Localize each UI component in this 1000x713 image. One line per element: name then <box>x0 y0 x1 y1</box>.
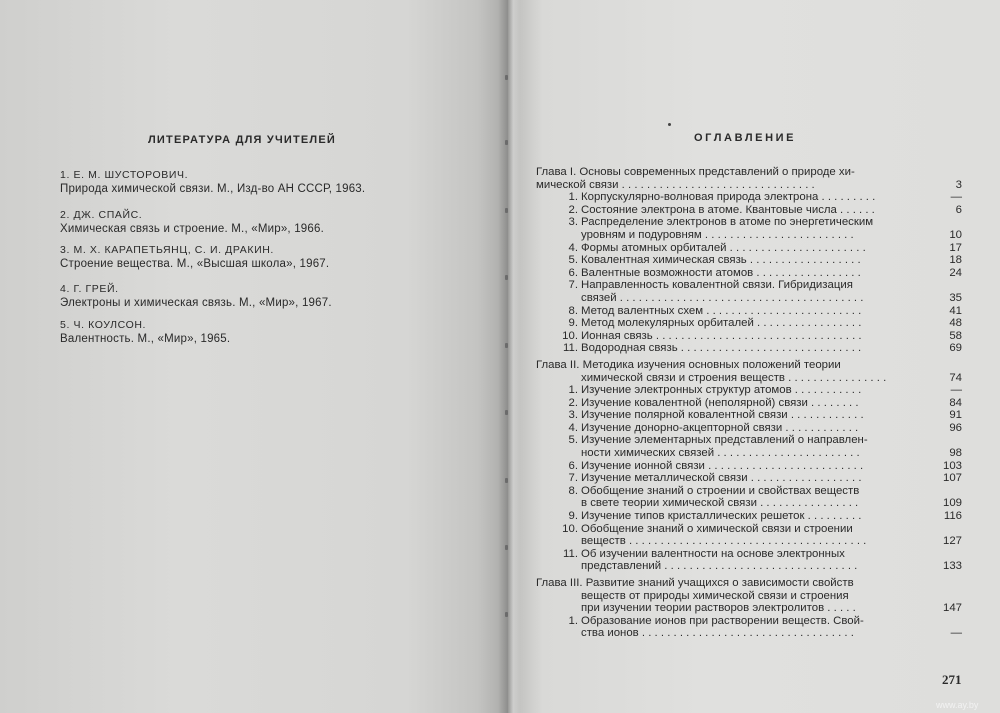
toc-title: ОГЛАВЛЕНИЕ <box>694 132 797 144</box>
toc-entry-number: 10. <box>562 329 578 342</box>
toc-entry-row <box>536 317 962 330</box>
toc-chapter-title: при изучении теории растворов электролитов . . . . . <box>581 602 856 615</box>
toc-chapter-row <box>536 179 962 192</box>
toc-entry-title: в свете теории химической связи . . . . . . . . . . . . . . . . <box>581 497 859 510</box>
toc-entry-row <box>536 497 962 510</box>
toc-page-number: 109 <box>942 497 962 510</box>
toc-page-number: 127 <box>942 535 962 548</box>
toc-entry-row <box>536 242 962 255</box>
toc-entry-title: Об изучении валентности на основе электронных <box>581 547 845 560</box>
toc-entry-number: 2. <box>568 203 578 216</box>
toc-entry-title: Формы атомных орбиталей . . . . . . . . . . . . . . . . . . . . . . <box>581 241 866 254</box>
toc-entry-row <box>536 279 962 292</box>
toc-chapter-row <box>536 359 962 372</box>
toc-entry-title: Изучение типов кристаллических решеток . . . . . . . . . <box>581 510 862 523</box>
toc-entry-number: 9. <box>568 317 578 330</box>
toc-page-number: — <box>950 191 962 204</box>
reference-title: Химическая связь и строение. М., «Мир», 1966. <box>60 223 324 235</box>
binding-stitch <box>505 612 508 617</box>
toc-page-number: 107 <box>942 472 962 485</box>
toc-page-number: 147 <box>942 602 962 615</box>
toc-entry-title: Обобщение знаний о химической связи и строении <box>581 522 853 535</box>
toc-entry-row <box>536 397 962 410</box>
toc-entry-row <box>536 422 962 435</box>
toc-entry-row <box>536 409 962 422</box>
toc-entry-number: 3. <box>568 216 578 229</box>
toc-entry-title: Ионная связь . . . . . . . . . . . . . . . . . . . . . . . . . . . . . . . . . <box>581 329 862 342</box>
reference-title: Валентность. М., «Мир», 1965. <box>60 333 231 345</box>
toc-chapter-row <box>536 602 962 615</box>
page-number: 271 <box>942 672 962 687</box>
toc-entry-title: Метод валентных схем . . . . . . . . . . . . . . . . . . . . . . . . . <box>581 304 862 317</box>
toc-entry-title: Изучение ионной связи . . . . . . . . . . . . . . . . . . . . . . . . . <box>581 459 864 472</box>
toc-entry-title: Образование ионов при растворении веществ. Свой- <box>581 614 864 627</box>
binding-stitch <box>505 410 508 415</box>
toc-entry-number: 2. <box>568 396 578 409</box>
toc-page-number: 69 <box>949 342 962 355</box>
toc-page-number: 35 <box>949 291 962 304</box>
watermark: www.ay.by <box>936 700 979 710</box>
toc-entry-row <box>536 204 962 217</box>
toc-entry-number: 1. <box>568 614 578 627</box>
toc-entry-row <box>536 229 962 242</box>
toc-chapter-title: Глава II. Методика изучения основных положений теории <box>536 358 841 371</box>
toc-entry-number: 9. <box>568 510 578 523</box>
toc-page-number: 10 <box>949 228 962 241</box>
toc-page-number: 84 <box>949 396 962 409</box>
toc-entry-title: связей . . . . . . . . . . . . . . . . . . . . . . . . . . . . . . . . . . . . . . . <box>581 291 864 304</box>
binding-stitch <box>505 140 508 145</box>
toc-chapter-row <box>536 372 962 385</box>
binding-stitch <box>505 275 508 280</box>
toc-page-number: — <box>950 384 962 397</box>
toc-entry-number: 6. <box>568 459 578 472</box>
toc-entry-title: Состояние электрона в атоме. Квантовые числа . . . . . . <box>581 203 875 216</box>
print-speck <box>668 123 671 126</box>
toc-entry-number: 8. <box>568 304 578 317</box>
toc-entry-title: Метод молекулярных орбиталей . . . . . . . . . . . . . . . . . <box>581 317 862 330</box>
toc-page-number: 116 <box>943 510 962 523</box>
toc-page-number: 74 <box>949 371 962 384</box>
toc-entry-number: 3. <box>568 409 578 422</box>
toc-page-number: 103 <box>942 459 962 472</box>
toc-chapter-row <box>536 590 962 603</box>
reference-author: 5. Ч. КОУЛСОН. <box>60 319 147 331</box>
toc-chapter-row <box>536 166 962 179</box>
toc-entry-row <box>536 460 962 473</box>
toc-page-number: 133 <box>942 560 962 573</box>
table-of-contents <box>536 166 962 640</box>
toc-entry-row <box>536 292 962 305</box>
toc-page-number: 41 <box>949 304 962 317</box>
toc-entry-row <box>536 523 962 536</box>
toc-page-number: 98 <box>949 447 962 460</box>
reference-title: Электроны и химическая связь. М., «Мир», 1967. <box>60 297 332 309</box>
toc-entry-row <box>536 216 962 229</box>
reference-3 <box>60 243 329 271</box>
toc-entry-row <box>536 191 962 204</box>
toc-entry-title: Изучение ковалентной (неполярной) связи . . . . . . . . <box>581 396 859 409</box>
toc-entry-number: 5. <box>568 434 578 447</box>
toc-entry-title: Изучение полярной ковалентной связи . . . . . . . . . . . . <box>581 409 864 422</box>
toc-entry-title: Водородная связь . . . . . . . . . . . . . . . . . . . . . . . . . . . . . <box>581 342 862 355</box>
toc-entry-row <box>536 305 962 318</box>
toc-entry-row <box>536 615 962 628</box>
toc-entry-title: Ковалентная химическая связь . . . . . . . . . . . . . . . . . . <box>581 254 861 267</box>
toc-entry-number: 7. <box>568 279 578 292</box>
book-spine <box>498 0 520 713</box>
toc-entry-number: 8. <box>568 484 578 497</box>
toc-chapter-row <box>536 577 962 590</box>
toc-entry-row <box>536 267 962 280</box>
toc-chapter-title: Глава I. Основы современных представлений о природе хи- <box>536 166 855 178</box>
toc-entry-title: ности химических связей . . . . . . . . . . . . . . . . . . . . . . . <box>581 447 860 460</box>
toc-page-number: 58 <box>949 329 962 342</box>
toc-entry-title: Изучение электронных структур атомов . . . . . . . . . . . <box>581 384 862 397</box>
toc-page-number: 48 <box>949 317 962 330</box>
binding-stitch <box>505 208 508 213</box>
toc-entry-title: Изучение донорно-акцепторной связи . . . . . . . . . . . . <box>581 421 859 434</box>
toc-entry-title: веществ . . . . . . . . . . . . . . . . . . . . . . . . . . . . . . . . . . . . . . <box>581 535 867 548</box>
toc-entry-number: 1. <box>568 191 578 204</box>
toc-entry-row <box>536 560 962 573</box>
reference-2 <box>60 208 324 236</box>
toc-page-number: 6 <box>955 203 962 216</box>
references-heading: ЛИТЕРАТУРА ДЛЯ УЧИТЕЛЕЙ <box>148 134 336 146</box>
toc-entry-title: Обобщение знаний о строении и свойствах веществ <box>581 484 860 497</box>
toc-entry-number: 6. <box>568 266 578 279</box>
toc-entry-number: 10. <box>562 522 578 535</box>
reference-4 <box>60 282 332 310</box>
toc-entry-title: ства ионов . . . . . . . . . . . . . . . . . . . . . . . . . . . . . . . . . . <box>581 627 854 640</box>
toc-page-number: 24 <box>949 266 962 279</box>
toc-entry-row <box>536 535 962 548</box>
reference-author: 2. ДЖ. СПАЙС. <box>60 209 143 221</box>
toc-entry-row <box>536 627 962 640</box>
toc-entry-row <box>536 330 962 343</box>
toc-entry-row <box>536 485 962 498</box>
toc-entry-row <box>536 434 962 447</box>
reference-author: 1. Е. М. ШУСТОРОВИЧ. <box>60 169 189 181</box>
toc-page-number: 18 <box>949 254 962 267</box>
toc-entry-title: Изучение металлической связи . . . . . . . . . . . . . . . . . . <box>581 472 862 485</box>
toc-entry-title: Корпускулярно-волновая природа электрона . . . . . . . . . <box>581 191 876 204</box>
toc-entry-row <box>536 548 962 561</box>
toc-entry-number: 4. <box>568 241 578 254</box>
toc-entry-title: Изучение элементарных представлений о направлен- <box>581 434 868 447</box>
reference-author: 4. Г. ГРЕЙ. <box>60 283 119 295</box>
toc-entry-number: 5. <box>568 254 578 267</box>
toc-entry-title: Валентные возможности атомов . . . . . . . . . . . . . . . . . <box>581 266 861 279</box>
reference-title: Строение вещества. М., «Высшая школа», 1967. <box>60 258 330 270</box>
reference-1 <box>60 168 365 196</box>
toc-chapter-title: мической связи . . . . . . . . . . . . . . . . . . . . . . . . . . . . . . . <box>536 178 815 191</box>
toc-entry-row <box>536 447 962 460</box>
toc-entry-row <box>536 254 962 267</box>
toc-entry-row <box>536 472 962 485</box>
toc-entry-number: 1. <box>568 384 578 397</box>
toc-page-number: — <box>950 627 962 640</box>
reference-author: 3. М. Х. КАРАПЕТЬЯНЦ, С. И. ДРАКИН. <box>60 244 274 256</box>
toc-entry-number: 11. <box>563 342 578 355</box>
toc-entry-title: представлений . . . . . . . . . . . . . . . . . . . . . . . . . . . . . . . <box>581 560 858 573</box>
binding-stitch <box>505 478 508 483</box>
toc-entry-row <box>536 510 962 523</box>
toc-page-number: 17 <box>949 241 962 254</box>
toc-entry-number: 4. <box>568 421 578 434</box>
toc-entry-number: 7. <box>568 472 578 485</box>
toc-page-number: 3 <box>955 178 962 191</box>
binding-stitch <box>505 343 508 348</box>
toc-entry-row <box>536 342 962 355</box>
toc-chapter-title: химической связи и строения веществ . . . . . . . . . . . . . . . . <box>581 371 887 384</box>
reference-title: Природа химической связи. М., Изд-во АН СССР, 1963. <box>60 183 366 195</box>
toc-entry-title: Направленность ковалентной связи. Гибридизация <box>581 279 853 292</box>
toc-chapter-title: Глава III. Развитие знаний учащихся о зависимости свойств <box>536 577 854 589</box>
toc-page-number: 96 <box>949 421 962 434</box>
binding-stitch <box>505 545 508 550</box>
toc-entry-row <box>536 384 962 397</box>
toc-entry-number: 11. <box>563 547 578 560</box>
toc-chapter-title: веществ от природы химической связи и строения <box>581 589 849 602</box>
toc-entry-title: уровням и подуровням . . . . . . . . . . . . . . . . . . . . . . . . <box>581 228 854 241</box>
toc-entry-title: Распределение электронов в атоме по энергетическим <box>581 216 874 229</box>
binding-stitch <box>505 75 508 80</box>
reference-5 <box>60 318 230 346</box>
toc-page-number: 91 <box>949 409 962 422</box>
